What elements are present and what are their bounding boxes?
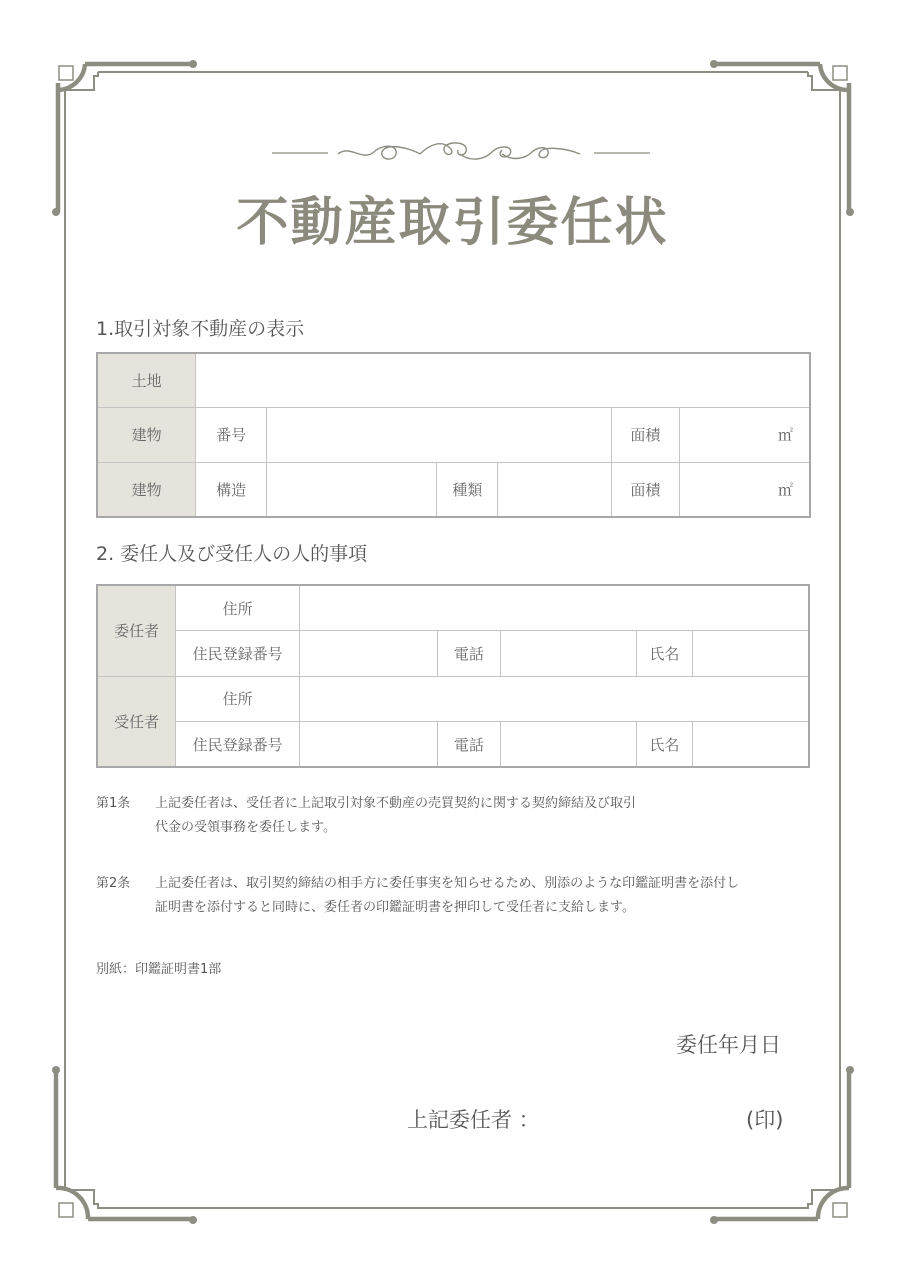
land-value-field[interactable] (196, 353, 810, 408)
table-row (97, 353, 810, 408)
area-field[interactable]: ㎡ (679, 408, 810, 463)
document-title: 不動産取引委任状 (236, 193, 669, 253)
article-number: 第1条 (96, 796, 131, 811)
field-label: 番号 (196, 408, 267, 463)
parties-table (96, 584, 810, 768)
row-label: 土地 (97, 353, 196, 408)
article-number: 第2条 (96, 876, 131, 891)
agent-phone-field[interactable] (501, 722, 637, 768)
article-text (155, 872, 815, 920)
signer-label: 上記委任者 ： (407, 1108, 540, 1132)
field-label: 住民登録番号 (176, 722, 300, 768)
field-label: 種類 (437, 462, 498, 517)
article-text (155, 792, 815, 840)
article-line: 代金の受領事務を委任します。 (155, 820, 336, 835)
role-label: 受任者 (97, 676, 176, 767)
table-row (97, 722, 809, 768)
principal-phone-field[interactable] (501, 631, 637, 677)
attachment-note: 別紙：印鑑証明書1部 (96, 962, 222, 977)
table-row (97, 676, 809, 722)
agent-address-field[interactable] (299, 676, 809, 722)
flourish-ornament (270, 136, 652, 166)
section-heading-property: 1.取引対象不動産の表示 (96, 318, 305, 340)
field-label: 電話 (437, 631, 501, 677)
agent-id-field[interactable] (299, 722, 437, 768)
field-label: 構造 (196, 462, 267, 517)
field-label: 住所 (176, 676, 300, 722)
seal-mark: (印) (746, 1108, 784, 1132)
delegation-date-label: 委任年月日 (676, 1033, 781, 1057)
agent-name-field[interactable] (692, 722, 809, 768)
area-field[interactable]: ㎡ (679, 462, 810, 517)
table-row (97, 631, 809, 677)
article-line: 証明書を添付すると同時に、委任者の印鑑証明書を押印して受任者に支給します。 (155, 900, 635, 915)
field-label: 電話 (437, 722, 501, 768)
row-label: 建物 (97, 462, 196, 517)
field-label: 住所 (176, 585, 300, 631)
field-label: 氏名 (636, 631, 692, 677)
principal-address-field[interactable] (299, 585, 809, 631)
article-line: 上記委任者は、取引契約締結の相手方に委任事実を知らせるため、別添のような印鑑証明書を添付し (155, 876, 740, 891)
building-number-field[interactable] (267, 408, 612, 463)
table-row (97, 462, 810, 517)
principal-id-field[interactable] (299, 631, 437, 677)
section-heading-parties: 2. 委任人及び受任人の人的事項 (96, 543, 368, 565)
structure-field[interactable] (267, 462, 437, 517)
principal-name-field[interactable] (692, 631, 809, 677)
table-row (97, 585, 809, 631)
field-label: 住民登録番号 (176, 631, 300, 677)
field-label: 面積 (611, 462, 679, 517)
property-table (96, 352, 811, 518)
article-line: 上記委任者は、受任者に上記取引対象不動産の売買契約に関する契約締結及び取引 (155, 796, 637, 811)
field-label: 氏名 (636, 722, 692, 768)
role-label: 委任者 (97, 585, 176, 676)
row-label: 建物 (97, 408, 196, 463)
field-label: 面積 (611, 408, 679, 463)
type-field[interactable] (498, 462, 612, 517)
table-row (97, 408, 810, 463)
